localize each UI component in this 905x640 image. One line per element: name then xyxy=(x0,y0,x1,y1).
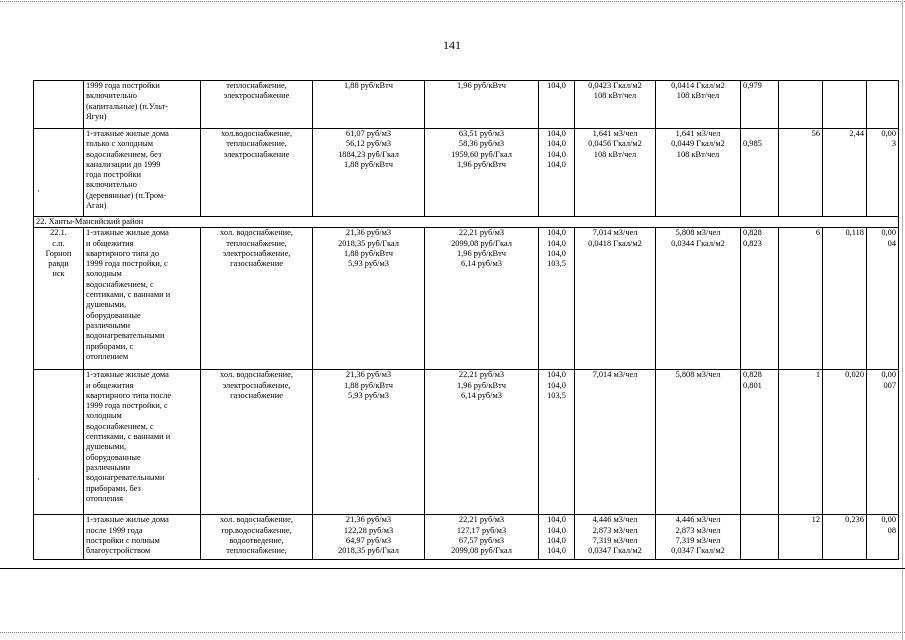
building-type-cell: 1-этажные жилые дома только с холодным водоснабжением, без канализации до 1999 года постройки включительно (деревянные) (п.Тром- Аган) xyxy=(84,129,201,217)
services-cell: теплоснабжение, электроснабжение xyxy=(201,81,313,129)
scan-mark: · xyxy=(37,474,40,484)
row-number-cell: 22.1. с.п. Горноп равди нск xyxy=(34,228,84,370)
count-cell: 6 xyxy=(779,228,823,370)
building-type-cell: 1-этажные жилые дома после 1999 года постройки с полным благоустройством xyxy=(84,515,201,560)
tariff-current-cell: 21,36 руб/м3 122,28 руб/м3 64,97 руб/м3 2018,35 руб/Гкал xyxy=(313,515,425,560)
building-type-cell: 1-этажные жилые дома и общежития квартирного типа после 1999 года постройки, с холодным водоснабжением, с септиками, с ваннами и душевыми, оборудованные различными водонагревательными приборами, без отопления xyxy=(84,370,201,515)
coefficient-cell: 0,828 0,823 xyxy=(741,228,779,370)
services-cell: хол. водоснабжение, гор.водоснабжение, водоотведение, теплоснабжение, xyxy=(201,515,313,560)
row-number-cell xyxy=(34,370,84,515)
tariff-current-cell: 21,36 руб/м3 2018,35 руб/Гкал 1,88 руб/кВтч 5,93 руб/м3 xyxy=(313,228,425,370)
norm-new-cell: 4,446 м3/чел 2,873 м3/чел 7,319 м3/чел 0,0347 Гкал/м2 xyxy=(656,515,741,560)
share-cell: 0,118 xyxy=(823,228,867,370)
share-cell: 2,44 xyxy=(823,129,867,217)
last-value-cell: 0,00 3 xyxy=(867,129,899,217)
last-value-cell: 0,00 08 xyxy=(867,515,899,560)
norm-current-cell: 1,641 м3/чел 0,0456 Гкал/м2 108 кВт/чел xyxy=(575,129,656,217)
table-row xyxy=(34,228,899,370)
norm-current-cell: 0,0423 Гкал/м2 108 кВт/чел xyxy=(575,81,656,129)
tariff-new-cell: 1,96 руб/кВтч xyxy=(425,81,539,129)
table-row xyxy=(34,515,899,560)
last-value-cell: 0,00 007 xyxy=(867,370,899,515)
building-type-cell: 1999 года постройки включительно (капитальные) (п.Ульт- Ягун) xyxy=(84,81,201,129)
index-cell: 104,0 104,0 103,5 xyxy=(539,370,575,515)
coefficient-cell xyxy=(741,515,779,560)
scan-bottom-edge xyxy=(0,632,905,633)
tariff-new-cell: 22,21 руб/м3 127,17 руб/м3 67,57 руб/м3 2099,08 руб/Гкал xyxy=(425,515,539,560)
norm-new-cell: 5,808 м3/чел xyxy=(656,370,741,515)
norm-new-cell: 0,0414 Гкал/м2 108 кВт/чел xyxy=(656,81,741,129)
scan-right-edge xyxy=(902,0,903,640)
share-cell: 0,020 xyxy=(823,370,867,515)
table-row xyxy=(34,129,899,217)
tariff-table xyxy=(33,80,899,560)
share-cell: 0,236 xyxy=(823,515,867,560)
row-number-cell xyxy=(34,81,84,129)
section-row xyxy=(34,217,899,228)
share-cell xyxy=(823,81,867,129)
coefficient-cell: 0,979 xyxy=(741,81,779,129)
count-cell: 12 xyxy=(779,515,823,560)
tariff-new-cell: 22,21 руб/м3 1,96 руб/кВтч 6,14 руб/м3 xyxy=(425,370,539,515)
tariff-new-cell: 22,21 руб/м3 2099,08 руб/Гкал 1,96 руб/кВтч 6,14 руб/м3 xyxy=(425,228,539,370)
index-cell: 104,0 104,0 104,0 104,0 xyxy=(539,129,575,217)
last-value-cell: 0,00 04 xyxy=(867,228,899,370)
norm-current-cell: 7,014 м3/чел xyxy=(575,370,656,515)
section-title: 22. Ханты-Мансийский район xyxy=(34,217,899,228)
services-cell: хол.водоснабжение, теплоснабжение, электроснабжение xyxy=(201,129,313,217)
page-number: 141 xyxy=(443,38,461,52)
coefficient-cell: 0,985 xyxy=(741,129,779,217)
tariff-new-cell: 63,51 руб/м3 58,36 руб/м3 1959,60 руб/Гкал 1,96 руб/кВтч xyxy=(425,129,539,217)
coefficient-cell: 0,828 0,801 xyxy=(741,370,779,515)
count-cell xyxy=(779,81,823,129)
tariff-current-cell: 61,07 руб/м3 56,12 руб/м3 1884,23 руб/Гкал 1,88 руб/кВтч xyxy=(313,129,425,217)
row-number-cell xyxy=(34,129,84,217)
scan-mark: · xyxy=(37,186,40,196)
tariff-current-cell: 21,36 руб/м3 1,88 руб/кВтч 5,93 руб/м3 xyxy=(313,370,425,515)
index-cell: 104,0 xyxy=(539,81,575,129)
last-value-cell xyxy=(867,81,899,129)
norm-current-cell: 7,014 м3/чел 0,0418 Гкал/м2 xyxy=(575,228,656,370)
index-cell: 104,0 104,0 104,0 104,0 xyxy=(539,515,575,560)
services-cell: хол. водоснабжение, теплоснабжение, электроснабжение, газоснабжение xyxy=(201,228,313,370)
norm-new-cell: 5,808 м3/чел 0,0344 Гкал/м2 xyxy=(656,228,741,370)
building-type-cell: 1-этажные жилые дома и общежития квартирного типа до 1999 года постройки, с холодным водоснабжением, с септиками, с ваннами и душевыми, оборудованные различными водонагревательными приборами, с отоплением xyxy=(84,228,201,370)
scan-top-edge xyxy=(0,1,905,2)
row-number-cell xyxy=(34,515,84,560)
page-bottom-rule xyxy=(0,568,905,569)
table-row xyxy=(34,370,899,515)
count-cell: 1 xyxy=(779,370,823,515)
services-cell: хол. водоснабжение, электроснабжение, газоснабжение xyxy=(201,370,313,515)
tariff-current-cell: 1,88 руб/кВтч xyxy=(313,81,425,129)
count-cell: 56 xyxy=(779,129,823,217)
norm-current-cell: 4,446 м3/чел 2,873 м3/чел 7,319 м3/чел 0,0347 Гкал/м2 xyxy=(575,515,656,560)
norm-new-cell: 1,641 м3/чел 0,0449 Гкал/м2 108 кВт/чел xyxy=(656,129,741,217)
index-cell: 104,0 104,0 104,0 103,5 xyxy=(539,228,575,370)
table-row xyxy=(34,81,899,129)
